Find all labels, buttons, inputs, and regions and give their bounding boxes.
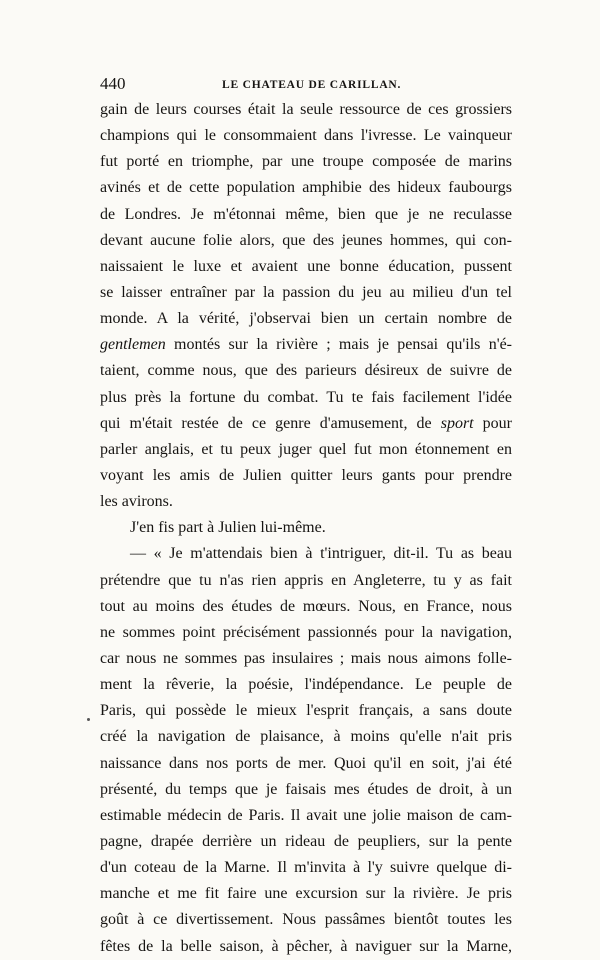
body-text bbox=[100, 97, 512, 960]
text-line: ment la rêverie, la poésie, l'indépendance. Le peuple de bbox=[100, 676, 512, 694]
text-line: présenté, du temps que je faisais mes études de droit, à un bbox=[100, 780, 512, 798]
text-line: fêtes de la belle saison, à pêcher, à naviguer sur la Marne, bbox=[100, 937, 512, 955]
text-line: avinés et de cette population amphibie des hideux faubourgs bbox=[100, 179, 512, 197]
text-line: se laisser entraîner par la passion du jeu au milieu d'un tel bbox=[100, 283, 512, 301]
text-line: — « Je m'attendais bien à t'intriguer, dit-il. Tu as beau bbox=[130, 545, 512, 563]
text-line: estimable médecin de Paris. Il avait une jolie maison de cam- bbox=[100, 806, 512, 824]
text-line: manche et me fit faire une excursion sur la rivière. Je pris bbox=[100, 885, 512, 903]
text-line: champions qui le consommaient dans l'ivresse. Le vainqueur bbox=[100, 127, 512, 145]
text-line: ne sommes point précisément passionnés pour la navigation, bbox=[100, 623, 512, 641]
running-title: LE CHATEAU DE CARILLAN. bbox=[222, 79, 402, 91]
text-line: Paris, qui possède le mieux l'esprit français, a sans doute bbox=[100, 702, 512, 720]
text-line: prétendre que tu n'as rien appris en Angleterre, tu y as fait bbox=[100, 571, 512, 589]
text-line: qui m'était restée de ce genre d'amusement, de sport pour bbox=[100, 414, 513, 432]
text-line: gentlemen montés sur la rivière ; mais je pensai qu'ils n'é- bbox=[100, 336, 512, 354]
text-line: gain de leurs courses était la seule ressource de ces grossiers bbox=[100, 101, 512, 118]
text-line: J'en fis part à Julien lui-même. bbox=[130, 519, 326, 537]
text-line: devant aucune folie alors, que des jeunes hommes, qui con- bbox=[100, 231, 512, 249]
text-line: voyant les amis de Julien quitter leurs gants pour prendre bbox=[100, 466, 512, 484]
text-line: d'un coteau de la Marne. Il m'invita à l'y suivre quelque di- bbox=[100, 859, 512, 877]
text-line: goût à ce divertissement. Nous passâmes bientôt toutes les bbox=[100, 911, 512, 929]
text-line: car nous ne sommes pas insulaires ; mais nous aimons folle- bbox=[100, 649, 512, 667]
text-line: fut porté en triomphe, par une troupe composée de marins bbox=[100, 153, 512, 171]
text-line: créé la navigation de plaisance, à moins qu'elle n'ait pris bbox=[100, 728, 512, 746]
text-line: naissaient le luxe et avaient une bonne éducation, pussent bbox=[100, 257, 512, 275]
text-line: les avirons. bbox=[100, 493, 173, 511]
text-line: taient, comme nous, que des parieurs désireux de suivre de bbox=[100, 362, 512, 380]
text-line: parler anglais, et tu peux juger quel fut mon étonnement en bbox=[100, 440, 512, 458]
text-line: tout au moins des études de mœurs. Nous, en France, nous bbox=[100, 597, 512, 615]
text-line: pagne, drapée derrière un rideau de peupliers, sur la pente bbox=[100, 832, 512, 850]
text-line: plus près la fortune du combat. Tu te fais facilement l'idée bbox=[100, 388, 512, 406]
text-line: de Londres. Je m'étonnai même, bien que je ne reculasse bbox=[100, 205, 512, 223]
text-line: monde. A la vérité, j'observai bien un certain nombre de bbox=[100, 310, 512, 328]
text-line: naissance dans nos ports de mer. Quoi qu'il en soit, j'ai été bbox=[100, 754, 512, 772]
page-number: 440 bbox=[100, 74, 126, 93]
margin-mark bbox=[87, 718, 90, 721]
page-header bbox=[100, 74, 512, 94]
